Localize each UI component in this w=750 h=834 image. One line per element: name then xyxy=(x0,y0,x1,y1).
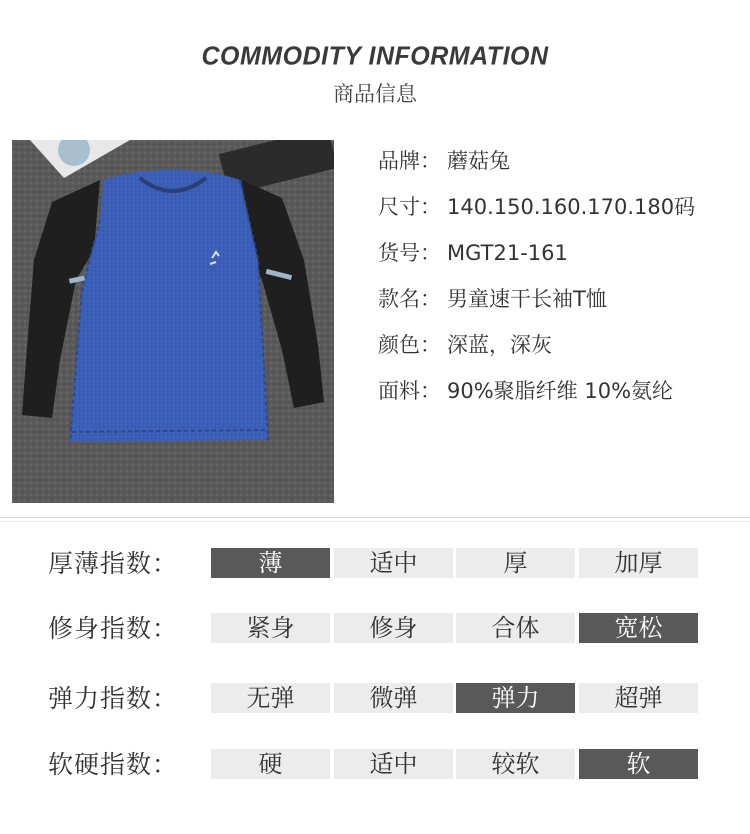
product-photo xyxy=(12,140,334,503)
spec-list xyxy=(378,144,695,420)
spec-brand xyxy=(378,144,695,190)
index-option: 薄 xyxy=(211,548,330,578)
index-option: 合体 xyxy=(456,613,575,643)
spec-value: 140.150.160.170.180码 xyxy=(447,195,696,219)
index-option: 软 xyxy=(579,749,698,779)
spec-value: MGT21-161 xyxy=(447,241,568,265)
index-option: 紧身 xyxy=(211,613,330,643)
divider xyxy=(0,517,750,518)
spec-size xyxy=(378,190,695,236)
index-option: 宽松 xyxy=(579,613,698,643)
title-english: COMMODITY INFORMATION xyxy=(201,41,549,71)
spec-color xyxy=(378,328,695,374)
index-fit xyxy=(0,609,750,649)
index-label: 修身指数： xyxy=(48,614,179,643)
spec-style-name xyxy=(378,282,695,328)
index-option: 弹力 xyxy=(456,683,575,713)
spec-item-no xyxy=(378,236,695,282)
spec-label: 颜色： xyxy=(378,333,441,357)
divider xyxy=(0,521,750,522)
index-option: 适中 xyxy=(334,749,453,779)
index-elasticity xyxy=(0,679,750,719)
title-chinese: 商品信息 xyxy=(333,82,417,106)
index-option: 适中 xyxy=(334,548,453,578)
index-option: 加厚 xyxy=(579,548,698,578)
spec-fabric xyxy=(378,374,695,420)
spec-value: 深蓝，深灰 xyxy=(447,333,552,357)
spec-label: 货号： xyxy=(378,241,441,265)
spec-value: 90%聚脂纤维 10%氨纶 xyxy=(447,379,674,403)
index-option: 修身 xyxy=(334,613,453,643)
index-option: 超弹 xyxy=(579,683,698,713)
index-option: 较软 xyxy=(456,749,575,779)
index-thickness xyxy=(0,544,750,584)
index-label: 弹力指数： xyxy=(48,684,179,713)
index-option: 厚 xyxy=(456,548,575,578)
spec-value: 男童速干长袖T恤 xyxy=(447,287,607,311)
spec-label: 面料： xyxy=(378,379,441,403)
index-label: 厚薄指数： xyxy=(48,549,179,578)
index-softness xyxy=(0,745,750,785)
spec-label: 尺寸： xyxy=(378,195,441,219)
spec-value: 蘑菇兔 xyxy=(447,149,510,173)
index-label: 软硬指数： xyxy=(48,750,179,779)
index-option: 无弹 xyxy=(211,683,330,713)
index-option: 微弹 xyxy=(334,683,453,713)
spec-label: 品牌： xyxy=(378,149,441,173)
spec-label: 款名： xyxy=(378,287,441,311)
index-option: 硬 xyxy=(211,749,330,779)
